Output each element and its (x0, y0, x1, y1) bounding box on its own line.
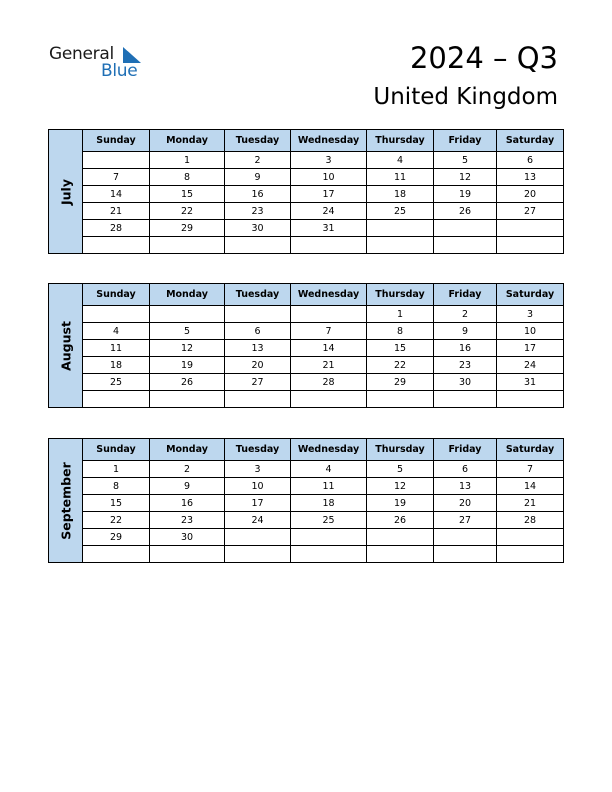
day-cell: 26 (367, 512, 434, 529)
day-cell (434, 391, 497, 408)
day-cell (367, 546, 434, 563)
day-cell: 12 (434, 169, 497, 186)
page-title: 2024 – Q3 (409, 41, 558, 75)
weekday-header: Tuesday (225, 130, 291, 152)
day-cell (434, 546, 497, 563)
week-row (49, 529, 564, 546)
day-cell: 23 (434, 357, 497, 374)
day-cell: 21 (291, 357, 367, 374)
day-cell: 2 (150, 461, 225, 478)
day-cell: 24 (291, 203, 367, 220)
week-row (49, 495, 564, 512)
week-row (49, 374, 564, 391)
day-cell: 7 (83, 169, 150, 186)
day-cell (291, 391, 367, 408)
day-cell: 9 (434, 323, 497, 340)
day-cell: 29 (150, 220, 225, 237)
weekday-header: Tuesday (225, 284, 291, 306)
day-cell (225, 391, 291, 408)
day-cell: 22 (83, 512, 150, 529)
week-row (49, 306, 564, 323)
day-cell: 9 (150, 478, 225, 495)
weekday-header: Tuesday (225, 439, 291, 461)
day-cell: 16 (225, 186, 291, 203)
weekday-header: Saturday (497, 439, 564, 461)
day-cell: 18 (291, 495, 367, 512)
day-cell (367, 529, 434, 546)
day-cell: 6 (434, 461, 497, 478)
day-cell: 4 (291, 461, 367, 478)
month-name: September (58, 461, 73, 540)
day-cell: 14 (83, 186, 150, 203)
day-cell: 11 (83, 340, 150, 357)
month-name: July (58, 178, 73, 205)
day-cell: 2 (225, 152, 291, 169)
weekday-header-row (49, 130, 564, 152)
day-cell: 5 (150, 323, 225, 340)
weekday-header: Monday (150, 284, 225, 306)
day-cell: 18 (83, 357, 150, 374)
weekday-header: Friday (434, 284, 497, 306)
day-cell (291, 529, 367, 546)
day-cell: 19 (367, 495, 434, 512)
day-cell (150, 237, 225, 254)
week-row (49, 512, 564, 529)
day-cell: 10 (291, 169, 367, 186)
day-cell: 22 (150, 203, 225, 220)
day-cell (497, 529, 564, 546)
day-cell: 5 (434, 152, 497, 169)
day-cell: 1 (83, 461, 150, 478)
week-row (49, 152, 564, 169)
day-cell: 12 (150, 340, 225, 357)
week-row (49, 169, 564, 186)
weekday-header: Wednesday (291, 130, 367, 152)
day-cell (434, 529, 497, 546)
day-cell: 9 (225, 169, 291, 186)
day-cell (291, 546, 367, 563)
day-cell: 25 (83, 374, 150, 391)
day-cell: 18 (367, 186, 434, 203)
day-cell: 20 (434, 495, 497, 512)
weekday-header: Sunday (83, 130, 150, 152)
weekday-header: Friday (434, 130, 497, 152)
week-row (49, 478, 564, 495)
day-cell: 14 (291, 340, 367, 357)
day-cell: 16 (150, 495, 225, 512)
day-cell (497, 391, 564, 408)
day-cell: 20 (497, 186, 564, 203)
day-cell: 22 (367, 357, 434, 374)
day-cell (83, 391, 150, 408)
day-cell: 8 (83, 478, 150, 495)
day-cell: 7 (497, 461, 564, 478)
day-cell: 1 (150, 152, 225, 169)
day-cell (367, 220, 434, 237)
logo-text-blue: Blue (101, 61, 138, 81)
day-cell: 25 (367, 203, 434, 220)
day-cell: 28 (291, 374, 367, 391)
day-cell: 13 (497, 169, 564, 186)
day-cell: 27 (225, 374, 291, 391)
day-cell: 4 (367, 152, 434, 169)
day-cell: 17 (291, 186, 367, 203)
weekday-header: Thursday (367, 284, 434, 306)
day-cell: 10 (225, 478, 291, 495)
day-cell: 5 (367, 461, 434, 478)
day-cell: 24 (497, 357, 564, 374)
day-cell: 14 (497, 478, 564, 495)
day-cell: 11 (367, 169, 434, 186)
day-cell: 29 (367, 374, 434, 391)
week-row (49, 237, 564, 254)
day-cell: 13 (225, 340, 291, 357)
day-cell: 7 (291, 323, 367, 340)
day-cell: 19 (150, 357, 225, 374)
weekday-header: Friday (434, 439, 497, 461)
day-cell (434, 220, 497, 237)
month-label-cell (49, 284, 83, 408)
month-label-cell (49, 130, 83, 254)
day-cell: 30 (434, 374, 497, 391)
weekday-header: Sunday (83, 284, 150, 306)
day-cell: 11 (291, 478, 367, 495)
day-cell: 4 (83, 323, 150, 340)
day-cell (225, 237, 291, 254)
calendar-september (48, 438, 564, 563)
day-cell: 6 (225, 323, 291, 340)
week-row (49, 220, 564, 237)
week-row (49, 203, 564, 220)
day-cell: 29 (83, 529, 150, 546)
day-cell (83, 237, 150, 254)
day-cell: 31 (291, 220, 367, 237)
title-block (373, 40, 558, 112)
day-cell: 15 (83, 495, 150, 512)
logo-text-general: General (49, 44, 114, 64)
weekday-header: Thursday (367, 439, 434, 461)
day-cell: 17 (497, 340, 564, 357)
day-cell (497, 546, 564, 563)
day-cell: 12 (367, 478, 434, 495)
day-cell: 21 (83, 203, 150, 220)
day-cell (83, 546, 150, 563)
day-cell: 8 (367, 323, 434, 340)
day-cell: 21 (497, 495, 564, 512)
day-cell (497, 220, 564, 237)
page-subtitle: United Kingdom (373, 84, 558, 110)
day-cell: 19 (434, 186, 497, 203)
day-cell (150, 391, 225, 408)
day-cell: 8 (150, 169, 225, 186)
day-cell (367, 237, 434, 254)
weekday-header: Saturday (497, 284, 564, 306)
day-cell: 3 (291, 152, 367, 169)
day-cell: 25 (291, 512, 367, 529)
day-cell: 23 (225, 203, 291, 220)
week-row (49, 340, 564, 357)
month-name: August (58, 320, 73, 371)
week-row (49, 186, 564, 203)
weekday-header-row (49, 439, 564, 461)
week-row (49, 546, 564, 563)
day-cell: 3 (225, 461, 291, 478)
weekday-header: Monday (150, 130, 225, 152)
day-cell: 26 (434, 203, 497, 220)
weekday-header: Sunday (83, 439, 150, 461)
month-label-cell (49, 439, 83, 563)
day-cell: 23 (150, 512, 225, 529)
week-row (49, 391, 564, 408)
weekday-header: Saturday (497, 130, 564, 152)
day-cell: 6 (497, 152, 564, 169)
day-cell (83, 306, 150, 323)
day-cell: 16 (434, 340, 497, 357)
day-cell (150, 306, 225, 323)
day-cell: 3 (497, 306, 564, 323)
day-cell: 10 (497, 323, 564, 340)
weekday-header-row (49, 284, 564, 306)
weekday-header: Wednesday (291, 284, 367, 306)
day-cell: 30 (150, 529, 225, 546)
day-cell (434, 237, 497, 254)
day-cell: 17 (225, 495, 291, 512)
day-cell (291, 306, 367, 323)
day-cell (150, 546, 225, 563)
day-cell: 15 (367, 340, 434, 357)
day-cell (225, 546, 291, 563)
week-row (49, 323, 564, 340)
day-cell: 28 (83, 220, 150, 237)
calendar-august (48, 283, 564, 408)
day-cell (291, 237, 367, 254)
day-cell (225, 529, 291, 546)
weekday-header: Monday (150, 439, 225, 461)
week-row (49, 357, 564, 374)
day-cell (497, 237, 564, 254)
day-cell: 20 (225, 357, 291, 374)
day-cell: 27 (497, 203, 564, 220)
day-cell: 15 (150, 186, 225, 203)
day-cell: 1 (367, 306, 434, 323)
day-cell: 2 (434, 306, 497, 323)
calendar-july (48, 129, 564, 254)
day-cell: 27 (434, 512, 497, 529)
day-cell: 30 (225, 220, 291, 237)
weekday-header: Thursday (367, 130, 434, 152)
day-cell (83, 152, 150, 169)
day-cell: 31 (497, 374, 564, 391)
day-cell (367, 391, 434, 408)
day-cell: 13 (434, 478, 497, 495)
weekday-header: Wednesday (291, 439, 367, 461)
week-row (49, 461, 564, 478)
day-cell: 24 (225, 512, 291, 529)
day-cell: 26 (150, 374, 225, 391)
day-cell (225, 306, 291, 323)
day-cell: 28 (497, 512, 564, 529)
